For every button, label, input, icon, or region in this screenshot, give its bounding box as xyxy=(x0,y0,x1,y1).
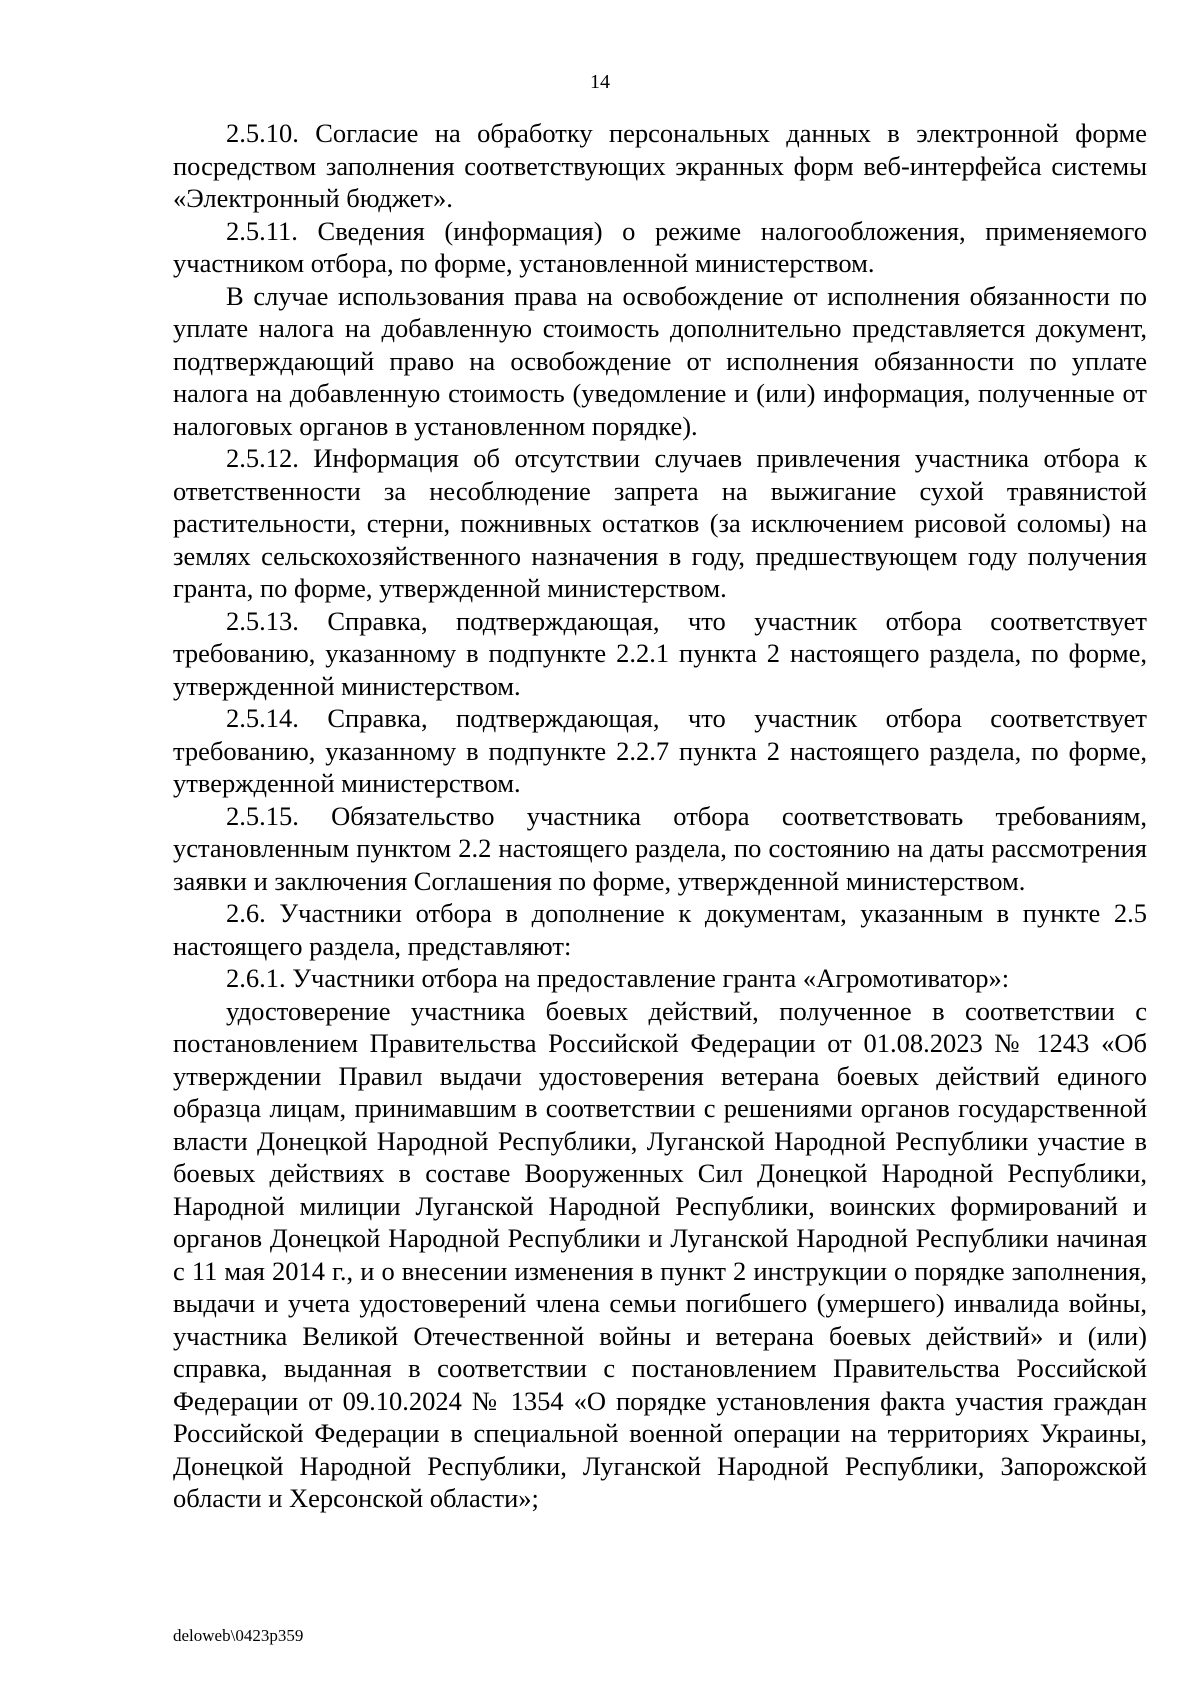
paragraph-2-5-12: 2.5.12. Информация об отсутствии случаев привлечения участника отбора к ответственности за несоблюдение запрета на выжигание сухой травянистой растительности, стерни, пожнивных остатков (за исключением рисовой соломы) на землях сельскохозяйственного назначения в году, предшествующем году получения гранта, по форме, утвержденной министерством. xyxy=(173,443,1147,603)
document-body xyxy=(173,117,1147,1515)
paragraph-vat-exemption: В случае использования права на освобождение от исполнения обязанности по уплате налога на добавленную стоимость дополнительно представляется документ, подтверждающий право на освобождение от исполнения обязанности по уплате налога на добавленную стоимость (уведомление и (или) информация, полученные от налоговых органов в установленном порядке). xyxy=(173,280,1147,441)
page-number: 14 xyxy=(590,71,610,93)
paragraph-2-6-1: 2.6.1. Участники отбора на предоставление гранта «Агромотиватор»: xyxy=(226,963,1010,993)
document-code: deloweb\0423p359 xyxy=(173,1626,304,1645)
paragraph-2-5-14: 2.5.14. Справка, подтверждающая, что участник отбора соответствует требованию, указанному в подпункте 2.2.7 пункта 2 настоящего раздела, по форме, утвержденной министерством. xyxy=(173,703,1147,798)
paragraph-2-6: 2.6. Участники отбора в дополнение к документам, указанным в пункте 2.5 настоящего раздела, представляют: xyxy=(173,898,1147,961)
paragraph-2-5-10: 2.5.10. Согласие на обработку персональных данных в электронной форме посредством заполнения соответствующих экранных форм веб-интерфейса системы «Электронный бюджет». xyxy=(173,118,1147,213)
paragraph-2-5-15: 2.5.15. Обязательство участника отбора соответствовать требованиям, установленным пунктом 2.2 настоящего раздела, по состоянию на даты рассмотрения заявки и заключения Соглашения по форме, утвержденной министерством. xyxy=(173,800,1147,896)
paragraph-2-5-11: 2.5.11. Сведения (информация) о режиме налогообложения, применяемого участником отбора, по форме, установленной министерством. xyxy=(173,215,1147,278)
paragraph-2-5-13: 2.5.13. Справка, подтверждающая, что участник отбора соответствует требованию, указанному в подпункте 2.2.1 пункта 2 настоящего раздела, по форме, утвержденной министерством. xyxy=(173,605,1147,701)
paragraph-combat-certificate: удостоверение участника боевых действий, полученное в соответствии с постановлением Правительства Российской Федерации от 01.08.2023 № 1243 «Об утверждении Правил выдачи удостоверения ветерана боевых действий единого образца лицам, принимавшим в соответствии с решениями органов государственной власти Донецкой Народной Республики, Луганской Народной Республики участие в боевых действиях в составе Вооруженных Сил Донецкой Народной Республики, Народной милиции Луганской Народной Республики, воинских формирований и органов Донецкой Народной Республики и Луганской Народной Республики начиная с 11 мая 2014 г., и о внесении изменения в пункт 2 инструкции о порядке заполнения, выдачи и учета удостоверений члена семьи погибшего (умершего) инвалида войны, участника Великой Отечественной войны и ветерана боевых действий» и (или) справка, выданная в соответствии с постановлением Правительства Российской Федерации от 09.10.2024 № 1354 «О порядке установления факта участия граждан Российской Федерации в специальной военной операции на территориях Украины, Донецкой Народной Республики, Луганской Народной Республики, Запорожской области и Херсонской области»; xyxy=(173,995,1147,1513)
